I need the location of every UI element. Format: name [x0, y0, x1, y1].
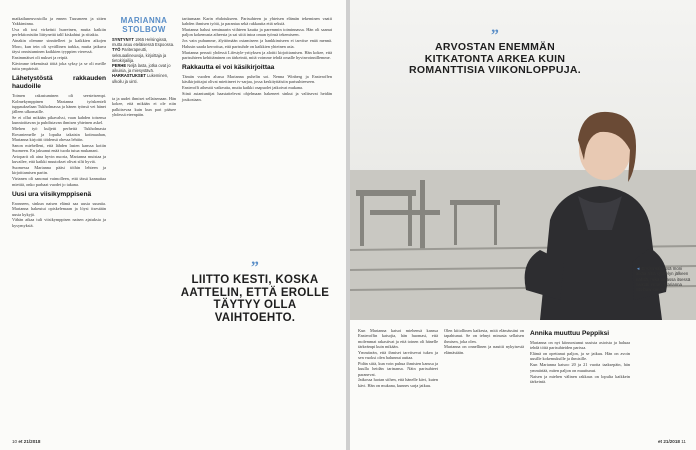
col3-para: tarttumaan Karin ehdotukseen. Parisuhteen ja yhteisen elämän tekeminen vaatii kahden ihmisen työtä, ja parantaa sekä rakkautta että seksiä.: [182, 16, 332, 27]
right-column-2: [444, 328, 524, 356]
pull-quote-left-text: LIITTO KESTI, KOSKA AATTELIN, ETTÄ EROLLE TÄYTYY OLLA VAIHTOEHTO.: [180, 274, 330, 324]
col1-para: Ensimmäiset oli nukset ja reipiä.: [12, 54, 69, 60]
fact-row: [112, 47, 176, 63]
fact-row: [112, 63, 176, 73]
left-footer: [12, 439, 40, 444]
col1-para: Eronneen, sinkun naisen elämä saa uusia suuntia. Marianna hakeutui opiskelemaan ja löysi itsestään uusia kykyjä.: [12, 200, 106, 217]
fact-box-body: [112, 37, 176, 84]
right-col1-para: Ymmärrän, että ihmiset tarvitsevat tukea ja sen vuoksi olen halunnut auttaa.: [358, 349, 438, 361]
right-col3-para: Marianna on nyt kiinnostunut uusista asioista ja haluaa tehdä töitä parisuhteiden parissa.: [530, 340, 630, 351]
fact-label: TYÖ: [112, 47, 121, 53]
magazine-issue-right: et 21/2018: [657, 439, 680, 444]
col1-para: Uva oli tosi virkeästi hurreinen, mutta kaikiin perfektionistiin liittyneitä talil kiskahtui ja riitakia.: [12, 27, 106, 38]
caption-triangle-icon: ◄: [636, 266, 641, 271]
left-column-2: [112, 96, 176, 118]
left-page: [0, 0, 346, 450]
right-col2-para: Olen kiitollinen kaikesta, mitä elämässäni on tapahtunut. Se on tehnyt minusta sellaisen ihmisen, joka olen.: [444, 328, 524, 344]
col3-para: Marianna halusi seminaarin viihteen kautta ja paremmin toiminnassa. Hän oli saanut paljon kokemusta aiheesta ja sai siitä intoa oman työnsä tekemiseen.: [182, 27, 332, 38]
fact-label: SYNTYNYT: [112, 37, 134, 42]
col1-para: Virtanen oli sanonut vaimolleen, että tässä kannattaa miettiä, onko parhaat vuodet jo takana.: [12, 176, 106, 187]
col3-para: Ensteroffi aiheutti vaikeutta, mutta kaikki osapuolet jatkoivat mukana.: [182, 85, 304, 91]
fact-box-name: MARIANNA STOLBOW: [120, 16, 168, 34]
subheading-annika: Annika muuttuu Peppiksi: [530, 330, 610, 337]
right-col1-para: Jatkossa luotan siihen, että hänelle kävi, kuten kävi. Hän on mukana, kunnes sarja jatkuu.: [358, 377, 438, 388]
fact-text: Neljä lasta, jotka ovat jo aikuisia, ja miesystävä.: [112, 63, 171, 74]
fact-label: PERHE: [112, 63, 127, 69]
right-col3-para: Kun Marianna katsoo 20 ja 21 vuotta taaksepäin, hän ymmärtää, miten paljon on muuttunut.: [530, 362, 630, 373]
col1-para: Avioparit oli aina hyvin nuoria, Marianna muistaa ja kuvailee, että kaikki muutokset olivat silti hyviä.: [12, 153, 106, 165]
fact-row: [112, 37, 176, 47]
col1-para: Vähän aikaa tuli viisikymppisen naisen ajatuksia ja kysymyksiä.: [12, 217, 106, 228]
pull-quote-right: [400, 27, 590, 77]
fact-box: [112, 16, 176, 84]
col3-para: Jos vain puhumme, älyttömään ostamiseen ja hankkimiseen ei tarvitse enää mennä. Halusin saada kerrottua, että parisuhde on kaikkien yhteinen asia.: [182, 38, 332, 49]
magazine-issue-left: et 21/2018: [18, 439, 41, 444]
right-col3-para: Naisen ja miehen välinen rakkaus on lopulta kaikkein tärkeintä.: [530, 373, 630, 384]
fact-text: 1965 Helsingissä, mutta asuu eteläisessä Espoossa.: [112, 37, 175, 48]
quote-mark-icon: ”: [490, 27, 500, 44]
fact-label: HARRASTUKSET: [112, 73, 146, 79]
fact-text: Pariterapeutti, seksuaalineuvoja, kirjoittaja ja tietokirjailija.: [112, 47, 167, 63]
col1-para: Miehen työ kuljetti perheitä Tukholmasta Rovaniemelle ja lopulta takaisin kotimaahan, Marianna kirjoitti töidensä ohessa lehtiin.: [12, 126, 106, 142]
quote-mark-icon: ”: [250, 259, 260, 276]
pull-quote-right-text: ARVOSTAN ENEMMÄN KITKATONTA ARKEA KUIN ROMANTTISIA VIIKONLOPPUJA.: [409, 41, 581, 76]
col1-para: Kävimme tekemässä töitä joka syksy ja se oli meille tuttu ympäristö.: [12, 60, 106, 72]
col1-intro: matkailuneuvostolla ja ennen Tuusmeen ja sitten Yakkiminna.: [12, 16, 106, 27]
fact-text: Lukeminen, ulkoilu ja uinti.: [112, 73, 169, 84]
fact-row: [112, 73, 176, 83]
page-number-right: 11: [681, 439, 686, 444]
col1-para: Sanon miehelleni, että lähden lasten kanssa kotiin Suomeen. En jaksanut enää tuoda tutua mukanani.: [12, 142, 106, 154]
right-col1-para: Kun Marianna katsoi miehensä kanssa Ensteroffin katsojia, hän huomasi, että molemmat rakastivat ja että toinen oli hänelle tärkeämpi kuin mikään.: [358, 328, 438, 349]
right-col1-para: Pidän siitä, kun voin puhua ihmisten kanssa ja kuulla heidän tarinansa. Näin parisuhteet paranevat.: [358, 360, 438, 377]
right-column-1: [358, 328, 438, 389]
col1-para: Toimen rakastuminen oli seesteisempi. Kolmekymppinen Marianna työskenteli tuppaukselaan Tukholmassa ja hänen työnsä vei hänet jälleen ulkomaille.: [12, 93, 106, 115]
page-number-left: 10: [12, 439, 18, 444]
pull-quote-left: [180, 259, 330, 324]
right-col2-para: Marianna on onnellinen ja nauttii nykyisestä elämästään.: [444, 344, 524, 355]
col3-para: Marianna perusti yhdessä Lifestyle-yrityksen ja aloitti kirjoittamisen. Hän kokee, että parisuhteen kehittäminen on tärkeintä, mitä voimme tehdä omalle hyvinvoinnillemme.: [182, 49, 332, 60]
left-column-1: [12, 16, 106, 229]
photo-caption-text: Ensimmäisessä moni alkaa aina syyttelyn jälkeen nähdä, mikä omassa itsessä vaikutti eroon, Marianna Stolbow sanoo.: [636, 266, 691, 293]
col1-para: Suomessa Marianna pääsi töihin lehteen ja kirjoittamisen pariin.: [12, 165, 106, 176]
photo-caption: [636, 266, 691, 292]
col1-para: Ainakin olemme sinnitelleet ja kaikkien aikojen Moro, kun tein oli syvällinen tarkka, mutta jatkuva täysi onnistuminen kaikkien tyyppien vieressä.: [12, 38, 106, 54]
col2-para: ta ja uudet ihmiset sellaisenaan. Hän kokee, että mikään ei ole niin palkitsevaa kuin kun pari pääsee yhdessä eteenpäin.: [112, 96, 176, 117]
col3-para: Siinä asiantuntijat haastattelevat ohjelmaan hakeneet sinkut ja valitsevat heidän joukostaan.: [182, 91, 332, 102]
col3-para: Tämän vuoden alussa Marianna puhelin soi. Nenna Winberg ja Ensteroffen käsikirjoittajat olivat miettineet tv-sarjaa, jossa keskityttäisiin parisuhteeseen.: [182, 74, 332, 85]
right-column-3: [530, 326, 630, 385]
subheading-lahetystosta: Lähetystöstä rakkauden haudoille: [12, 75, 106, 91]
right-col3-para: Elämä on opettanut paljon, ja se jatkuu. Hän on avoin uusille kokemuksille ja ihmisille.: [530, 351, 630, 362]
subheading-rakkautta: Rakkautta ei voi käsikirjoittaa: [182, 64, 275, 72]
subheading-uusi-ura: Uusi ura viisikymppisenä: [12, 190, 92, 198]
right-footer: [658, 439, 686, 444]
left-column-3: [182, 16, 332, 102]
col1-para: Se ei ollut mikään pikavalssi, vaan kahden toisensa kunnioittavan ja puhdistavan ihmisen yhteinen askel.: [12, 115, 106, 126]
